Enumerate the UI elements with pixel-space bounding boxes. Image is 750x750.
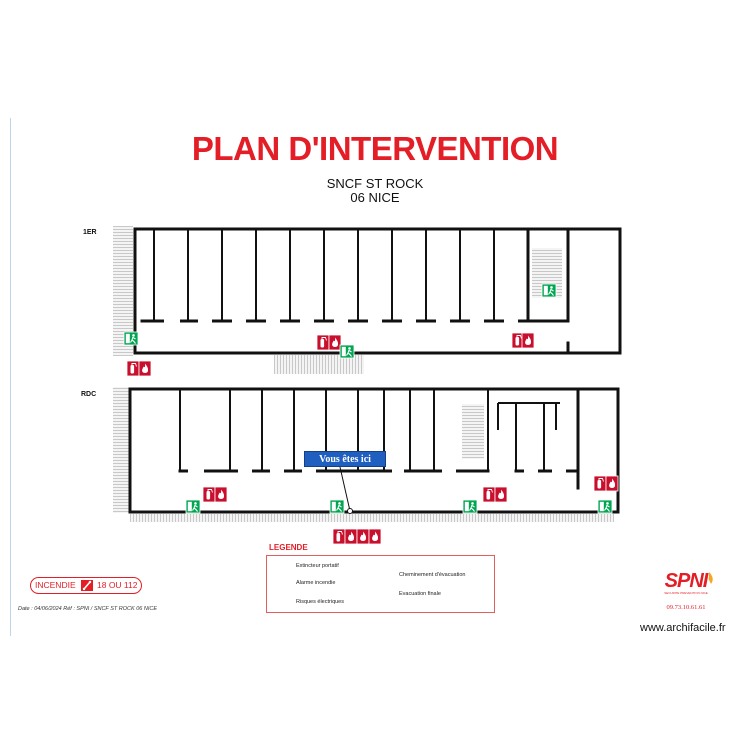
stair-ground-right — [462, 404, 484, 459]
legend-title: LEGENDE — [269, 543, 308, 552]
exit-sign-upper-stairs — [340, 345, 354, 358]
exit-sign-ground-1 — [186, 500, 200, 513]
floor-label-ground: RDC — [81, 391, 97, 398]
ground-front-steps — [130, 514, 614, 522]
legend-label-alarm: Alarme incendie — [296, 580, 336, 586]
exit-sign-ground-4 — [598, 500, 612, 513]
you-are-here-dot — [348, 509, 353, 514]
extinguisher-entrance — [333, 529, 345, 544]
alarm-upper-1 — [329, 335, 341, 350]
exit-sign-upper-left — [124, 332, 138, 345]
exit-sign-ground-3 — [463, 500, 477, 513]
extinguisher-ground-3 — [483, 487, 495, 502]
brand-logo — [655, 571, 717, 596]
extinguisher-outside-upper — [127, 361, 139, 376]
page-title: PLAN D'INTERVENTION — [191, 130, 559, 167]
legend-label-electrical: Risques électriques — [296, 599, 344, 605]
alarm-entrance-2 — [357, 529, 369, 544]
exit-sign-upper-right — [542, 284, 556, 297]
alarm-entrance-3 — [369, 529, 381, 544]
legend-label-evacuation-path: Cheminement d'évacuation — [399, 572, 466, 578]
site-name: SNCF ST ROCK — [326, 176, 424, 191]
extinguisher-ground-1 — [203, 487, 215, 502]
alarm-ground-4 — [606, 476, 618, 491]
brand-name: SPNI — [664, 570, 708, 592]
emergency-label: INCENDIE — [35, 580, 76, 590]
alarm-ground-1 — [215, 487, 227, 502]
site-city: 06 NICE — [350, 190, 400, 205]
date-reference: Date : 04/06/2024 Réf : SPNI / SNCF ST ROCK 06 NICE — [18, 606, 157, 612]
alarm-entrance-1 — [345, 529, 357, 544]
watermark: www.archifacile.fr — [640, 622, 726, 634]
emergency-number-box — [30, 577, 142, 594]
brand-phone: 09.73.10.61.61 — [666, 604, 706, 611]
alarm-ground-3 — [495, 487, 507, 502]
legend-label-extinguisher: Extincteur portatif — [296, 563, 339, 569]
floor-label-upper: 1ER — [83, 229, 97, 236]
upper-floor-partitions — [154, 229, 494, 321]
extinguisher-ground-4 — [594, 476, 606, 491]
legend-label-final-exit: Evacuation finale — [399, 591, 441, 597]
exit-sign-ground-2 — [330, 500, 344, 513]
extinguisher-upper-1 — [317, 335, 329, 350]
alarm-upper-2 — [522, 333, 534, 348]
alarm-outside-upper — [139, 361, 151, 376]
brand-tagline: SECURITE PREVENTION NICE — [664, 591, 708, 595]
stair-ground-left — [113, 387, 129, 513]
you-are-here-label: Vous êtes ici — [304, 451, 386, 467]
emergency-numbers: 18 OU 112 — [97, 580, 138, 590]
